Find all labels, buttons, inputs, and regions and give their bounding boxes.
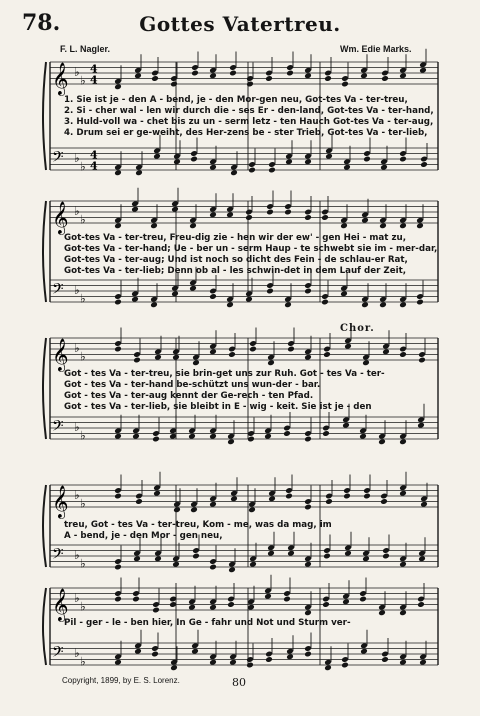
treble-clef-icon: 𝄞 bbox=[52, 588, 69, 621]
bass-staff bbox=[50, 148, 438, 170]
time-signature: 4 bbox=[90, 62, 98, 76]
lyric-line: Got - tes Va - ter-treu, sie brin-get uns zur Ruh. Got - tes Va - ter- bbox=[64, 369, 385, 379]
author-credit: F. L. Nagler. bbox=[60, 44, 111, 54]
bass-staff bbox=[50, 280, 438, 302]
bass-clef-icon: 𝄢 bbox=[52, 545, 64, 567]
lyric-line: 1. Sie ist je - den A - bend, je - den Mor-gen neu, Got-tes Va - ter-treu, bbox=[64, 95, 408, 105]
copyright-notice: Copyright, 1899, by E. S. Lorenz. bbox=[62, 676, 180, 685]
treble-clef-icon: 𝄞 bbox=[52, 62, 69, 95]
lyric-line: Got-tes Va - ter-hand; Ue - ber un - serm Haup - te schwebt sie im - mer-dar, bbox=[64, 244, 438, 254]
time-signature: 4 bbox=[90, 73, 98, 87]
time-signature: 4 bbox=[90, 148, 98, 162]
treble-clef-icon: 𝄞 bbox=[52, 338, 69, 371]
bass-clef-icon: 𝄢 bbox=[52, 148, 64, 170]
flat-icon: ♭ bbox=[80, 212, 86, 227]
hymn-number: 78. bbox=[22, 10, 61, 36]
bass-clef-icon: 𝄢 bbox=[52, 280, 64, 302]
flat-icon: ♭ bbox=[74, 591, 80, 605]
bass-clef-icon: 𝄢 bbox=[52, 417, 64, 439]
lyric-line: Pil - ger - le - ben hier, In Ge - fahr und Not und Sturm ver- bbox=[64, 618, 351, 628]
flat-icon: ♭ bbox=[80, 654, 86, 669]
treble-staff bbox=[50, 62, 438, 84]
lyric-line: Got-tes Va - ter-aug; Und ist noch so dicht des Fein - de schlau-er Rat, bbox=[64, 255, 408, 265]
flat-icon: ♭ bbox=[80, 349, 86, 364]
flat-icon: ♭ bbox=[80, 73, 86, 88]
treble-staff bbox=[50, 485, 438, 507]
treble-staff bbox=[50, 201, 438, 223]
chorus-label: Chor. bbox=[340, 323, 375, 334]
lyric-line: A - bend, je - den Mor - gen neu, bbox=[64, 531, 223, 541]
flat-icon: ♭ bbox=[80, 291, 86, 306]
flat-icon: ♭ bbox=[74, 646, 80, 660]
flat-icon: ♭ bbox=[80, 159, 86, 174]
hymn-title: Gottes Vatertreu. bbox=[139, 12, 341, 36]
flat-icon: ♭ bbox=[80, 556, 86, 571]
lyric-line: 3. Huld-voll wa - chet bis zu un - serm letz - ten Hauch Got-tes Va - ter-aug, bbox=[64, 117, 434, 127]
bass-staff bbox=[50, 545, 438, 567]
lyric-line: Got - tes Va - ter-aug kennt der Ge-rech - ten Pfad. bbox=[64, 391, 314, 401]
lyric-line: Got-tes Va - ter-lieb; Denn ob al - les schwin-det in dem Lauf der Zeit, bbox=[64, 266, 407, 276]
page-number: 80 bbox=[232, 676, 246, 689]
flat-icon: ♭ bbox=[74, 283, 80, 297]
flat-icon: ♭ bbox=[74, 151, 80, 165]
lyric-line: 2. Si - cher wal - len wir durch die - ses Er - den-land, Got-tes Va - ter-hand, bbox=[64, 106, 434, 116]
time-signature: 4 bbox=[90, 159, 98, 173]
bass-clef-icon: 𝄢 bbox=[52, 643, 64, 665]
flat-icon: ♭ bbox=[74, 341, 80, 355]
flat-icon: ♭ bbox=[80, 496, 86, 511]
flat-icon: ♭ bbox=[74, 204, 80, 218]
lyric-line: treu, Got - tes Va - ter-treu, Kom - me, was da mag, im bbox=[64, 520, 332, 530]
flat-icon: ♭ bbox=[74, 65, 80, 79]
lyric-line: Got - tes Va - ter-hand be-schützt uns wun-der - bar. bbox=[64, 380, 321, 390]
lyric-line: 4. Drum sei er ge-weiht, des Her-zens be - ster Trieb, Got-tes Va - ter-lieb, bbox=[64, 128, 428, 138]
flat-icon: ♭ bbox=[74, 420, 80, 434]
flat-icon: ♭ bbox=[74, 488, 80, 502]
lyric-line: Got-tes Va - ter-treu, Freu-dig zie - hen wir der ew' - gen Hei - mat zu, bbox=[64, 233, 407, 243]
treble-clef-icon: 𝄞 bbox=[52, 485, 69, 518]
treble-staff bbox=[50, 338, 438, 360]
lyric-line: Got - tes Va - ter-lieb, sie bleibt in E - wig - keit. Sie ist je - den bbox=[64, 402, 372, 412]
bass-staff bbox=[50, 643, 438, 665]
flat-icon: ♭ bbox=[80, 599, 86, 614]
treble-clef-icon: 𝄞 bbox=[52, 201, 69, 234]
music-system bbox=[0, 584, 480, 684]
flat-icon: ♭ bbox=[80, 428, 86, 443]
flat-icon: ♭ bbox=[74, 548, 80, 562]
composer-credit: Wm. Edie Marks. bbox=[340, 44, 412, 54]
